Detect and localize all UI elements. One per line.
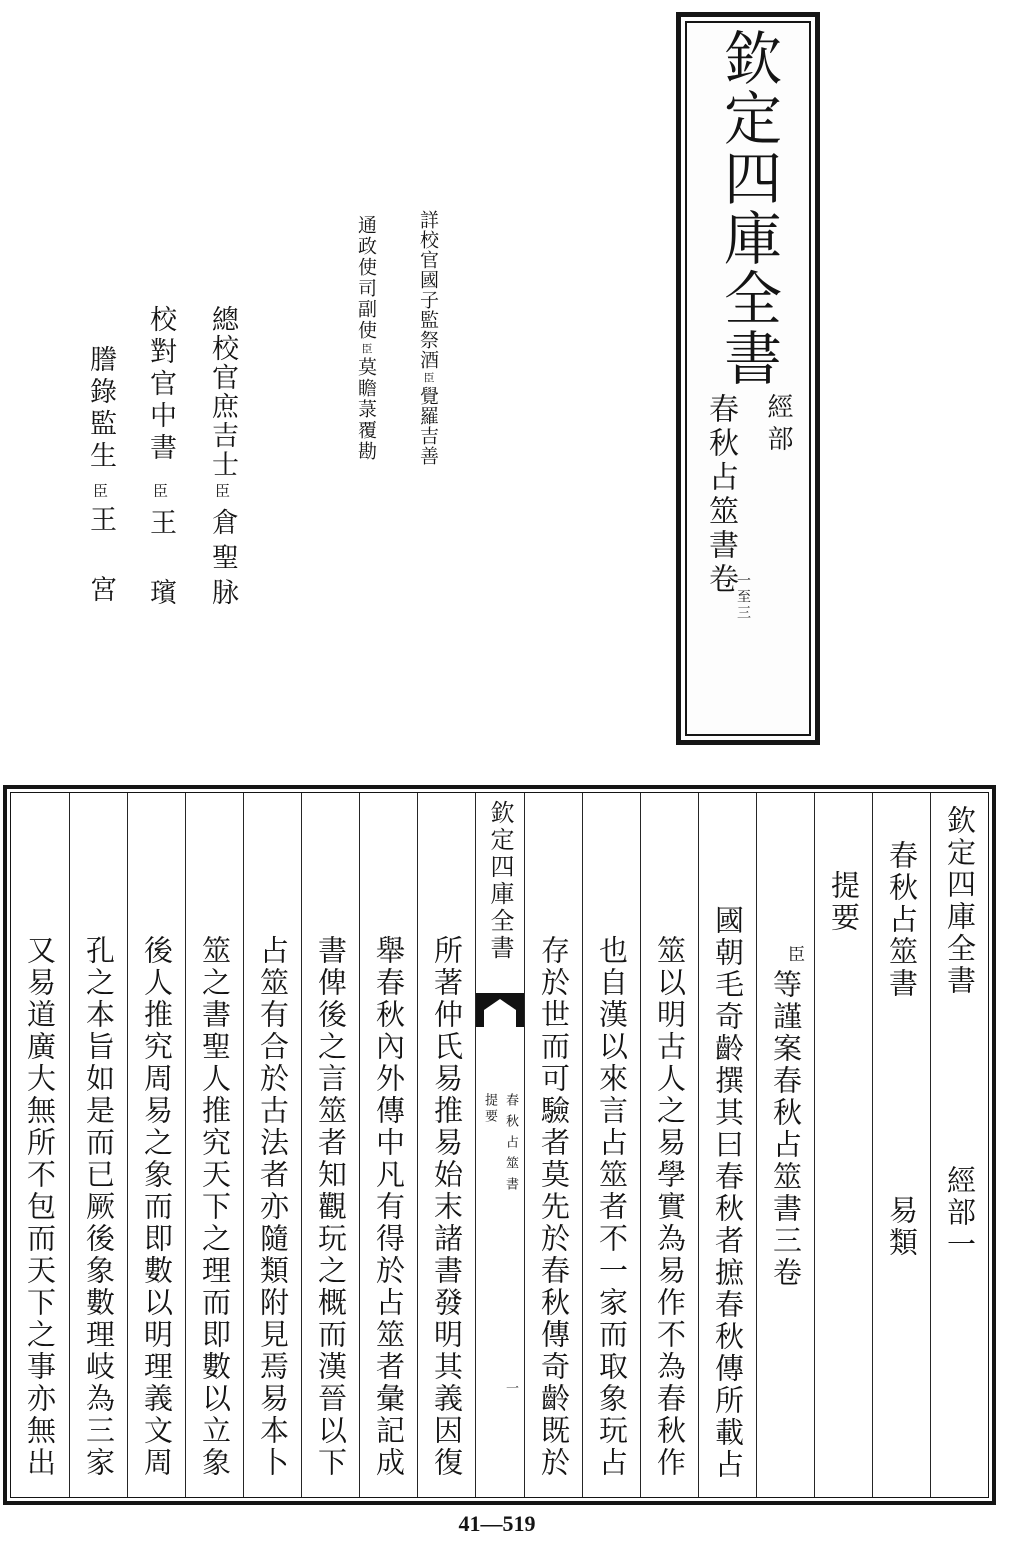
text-column: [756, 793, 814, 1497]
fold-leaf-number: 一: [503, 1381, 518, 1394]
credit-chen: 臣: [422, 372, 435, 383]
credit-office: 校對官中書: [145, 305, 176, 465]
body-line: 舉春秋內外傳中凡有得於占筮者彙記成: [372, 935, 406, 1479]
credit-chen: 臣: [360, 343, 373, 354]
page-number: 41—519: [458, 1511, 536, 1536]
body-line: 書俾後之言筮者知觀玩之概而漢晉以下: [314, 935, 348, 1479]
text-column: [69, 793, 127, 1497]
credit-name: 王宮: [85, 505, 116, 645]
credit-name: 王璸: [145, 508, 176, 648]
label-series-title: 欽定四庫全書: [714, 28, 782, 388]
text-column: [930, 793, 988, 1497]
credit-chen: 臣: [213, 483, 231, 498]
credit-name: 覺羅吉善: [417, 386, 439, 466]
body-line: 筮以明古人之易學實為易作不為春秋作: [653, 935, 687, 1479]
text-column: [11, 793, 69, 1497]
page-frame: [10, 792, 989, 1498]
fold-series-title: 欽定四庫全書: [486, 800, 514, 962]
intro-text: 等謹案春秋占筮書三卷: [769, 969, 803, 1289]
fishtail-mark: [476, 993, 524, 1027]
text-column: [872, 793, 930, 1497]
credit-chen: 臣: [91, 483, 109, 498]
body-line: 存於世而可驗者莫先於春秋傳奇齡既於: [537, 935, 571, 1479]
credit-name: 莫瞻菉覆勘: [355, 357, 377, 462]
body-line: 所著仲氏易推易始末諸書發明其義因復: [430, 935, 464, 1479]
column-grid: [11, 793, 988, 1497]
body-line: 孔之本旨如是而已厥後象數理岐為三家: [82, 935, 116, 1479]
text-column: [359, 793, 417, 1497]
credit-office: 謄錄監生: [85, 345, 116, 473]
intro-chen: 臣: [784, 945, 804, 962]
title-label: [676, 12, 820, 745]
fold-section: 提要: [482, 1093, 497, 1125]
text-column: [814, 793, 872, 1497]
text-column: [524, 793, 582, 1497]
label-section: 經部: [763, 393, 793, 457]
credit-office: 總校官庶吉士: [207, 305, 238, 479]
text-page: [3, 785, 996, 1505]
text-column: [243, 793, 301, 1497]
credit-office: 詳校官國子監祭酒: [417, 210, 439, 370]
book-title: 春秋占筮書: [885, 840, 919, 1000]
text-column: [301, 793, 359, 1497]
body-line: 筮之書聖人推究天下之理而即數以立象: [198, 935, 232, 1479]
text-column: [185, 793, 243, 1497]
text-column: [640, 793, 698, 1497]
text-column: [698, 793, 756, 1497]
body-line: 也自漢以來言占筮者不一家而取象玩占: [595, 935, 629, 1479]
fold-book-title: 春秋占筮書: [503, 1093, 518, 1198]
text-column: [417, 793, 475, 1497]
header-series-title: 欽定四庫全書: [943, 805, 977, 997]
credit-office: 通政使司副使: [355, 215, 377, 341]
body-line: 後人推究周易之象而即數以明理義文周: [140, 935, 174, 1479]
label-volumes: 一至三: [735, 573, 751, 621]
body-line: 國朝毛奇齡撰其曰春秋者摭春秋傳所載占: [711, 905, 745, 1481]
credit-name: 倉聖脉: [207, 508, 238, 613]
label-book-title: 春秋占筮書卷: [703, 393, 738, 597]
text-column: [582, 793, 640, 1497]
body-line: 占筮有合於古法者亦隨類附見焉易本卜: [256, 935, 290, 1479]
text-column: [127, 793, 185, 1497]
section-heading: 提要: [827, 870, 861, 934]
body-line: 又易道廣大無所不包而天下之事亦無出: [23, 935, 57, 1479]
fold-column: [475, 793, 524, 1497]
book-category: 易類: [885, 1195, 919, 1259]
header-division: 經部一: [943, 1165, 977, 1261]
credit-chen: 臣: [151, 483, 169, 498]
